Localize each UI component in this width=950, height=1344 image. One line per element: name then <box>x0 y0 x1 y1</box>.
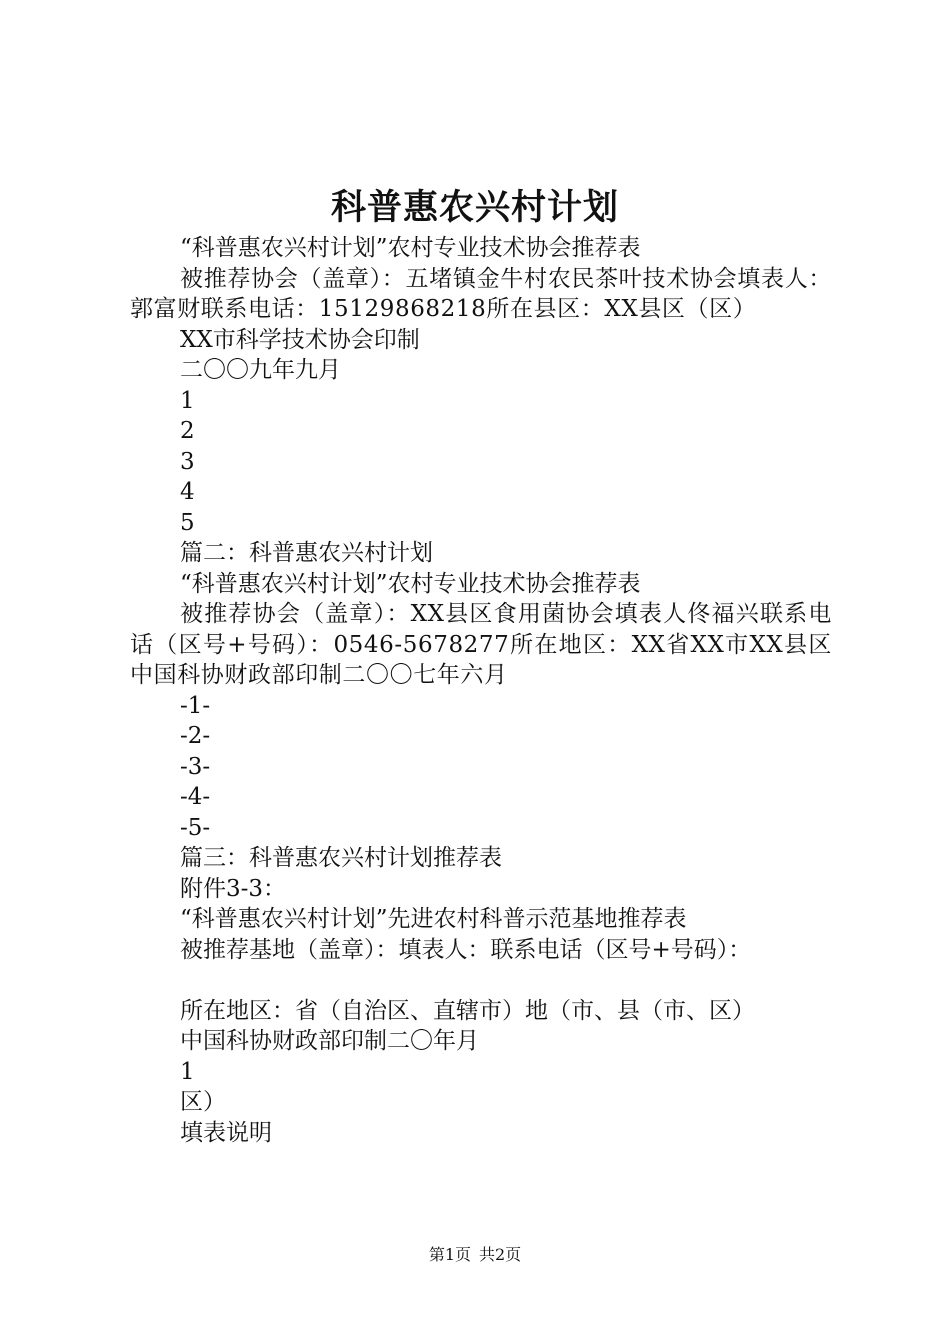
list-item: 区） <box>180 1089 226 1115</box>
paragraph-instructions-heading: 填表说明 <box>180 1119 272 1146</box>
list-item: -3- <box>180 753 211 780</box>
document-title: 科普惠农兴村计划 <box>330 187 619 228</box>
section-heading-3: 篇三：科普惠农兴村计划推荐表 <box>180 845 502 871</box>
page-total: 共2页 <box>479 1245 522 1264</box>
paragraph-location: 所在地区：省（自治区、直辖市）地（市、县（市、区） <box>180 997 755 1024</box>
list-item: -4- <box>180 784 211 810</box>
paragraph-recommend-form-2: “科普惠农兴村计划”农村专业技术协会推荐表 <box>180 570 641 597</box>
paragraph-association-info-1: 被推荐协会（盖章）：五堵镇金牛村农民茶叶技术协会填表人：郭富财联系电话：15129868218所在县区：XX县区（区） <box>130 265 832 322</box>
paragraph-base-form: “科普惠农兴村计划”先进农村科普示范基地推荐表 <box>180 906 687 932</box>
paragraph-printer-3: 中国科协财政部印制二〇年月 <box>180 1028 479 1054</box>
list-item: -2- <box>180 723 211 749</box>
attachment-label: 附件3-3： <box>180 875 287 902</box>
list-item: 5 <box>180 509 195 536</box>
list-item: 3 <box>180 448 195 475</box>
paragraph-printer: XX市科学技术协会印制 <box>180 326 420 353</box>
section-heading-2: 篇二：科普惠农兴村计划 <box>180 540 433 566</box>
paragraph-base-info: 被推荐基地（盖章）：填表人：联系电话（区号+号码）： <box>180 936 752 963</box>
list-item: 2 <box>180 418 195 444</box>
document-body <box>130 233 832 1148</box>
list-item: -5- <box>180 814 211 841</box>
page-number: 第1页 <box>428 1245 471 1264</box>
paragraph-date-1: 二〇〇九年九月 <box>180 357 341 383</box>
paragraph-recommend-form-1: “科普惠农兴村计划”农村专业技术协会推荐表 <box>180 235 641 261</box>
list-item: -1- <box>180 692 211 719</box>
page-footer <box>0 1245 950 1265</box>
paragraph-association-info-2: 被推荐协会（盖章）：XX县区食用菌协会填表人佟福兴联系电话（区号+号码）：0546-5678277所在地区：XX省XX市XX县区中国科协财政部印制二〇〇七年六月 <box>130 601 832 688</box>
list-item: 1 <box>180 387 195 414</box>
list-item: 1 <box>180 1058 195 1085</box>
blank-line <box>130 965 832 996</box>
list-item: 4 <box>180 479 195 505</box>
